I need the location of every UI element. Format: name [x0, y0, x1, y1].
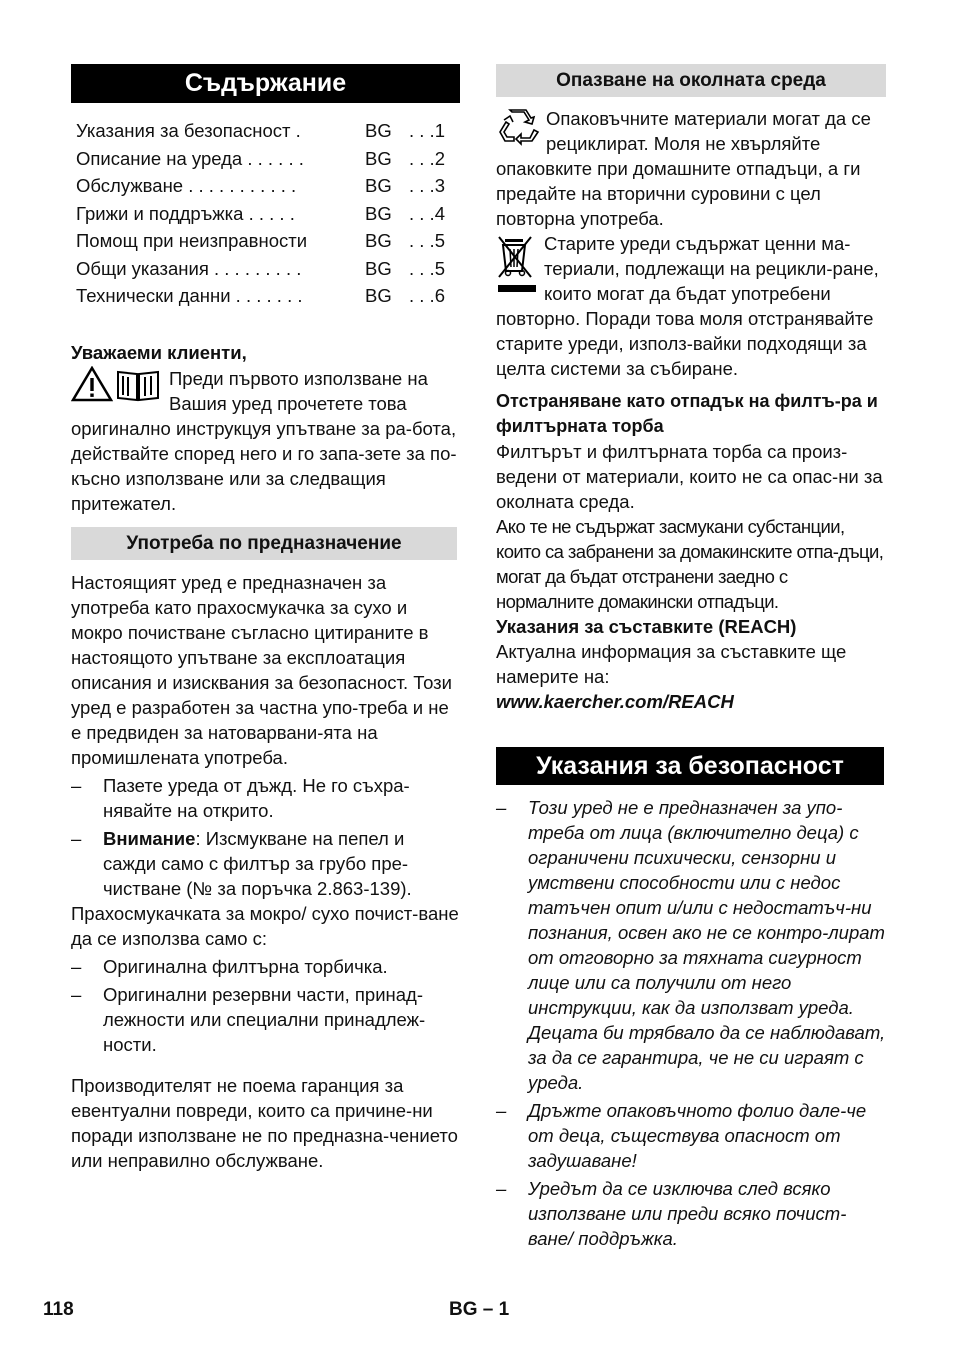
- list-item: – Уредът да се изключва след всяко използване или преди всяко почист-ване/ поддръжка.: [496, 1176, 886, 1251]
- toc-row[interactable]: [76, 145, 460, 173]
- toc-lang: BG: [365, 257, 392, 279]
- filter-paragraph-2: Ако те не съдържат засмукани субстанции, които са забранени за домакинските отпа-дъци, могат да бъдат отстранени заедно с нормалните домакински отпадъци.: [496, 516, 884, 612]
- toc-row[interactable]: [76, 172, 460, 200]
- greeting: Уважаеми клиенти,: [71, 341, 247, 363]
- safety-heading: Указания за безопасност: [496, 747, 884, 785]
- list-item: – Оригинални резервни части, принад-лежности или специални принадлеж-ности.: [71, 982, 460, 1057]
- right-column: [496, 64, 886, 1251]
- toc-lang: BG: [365, 202, 392, 224]
- page-number: 118: [43, 1299, 74, 1320]
- toc-heading: Съдържание: [71, 64, 460, 103]
- toc-page: . . .5: [409, 257, 445, 279]
- toc-lang: BG: [365, 230, 392, 251]
- toc-page: . . .4: [409, 202, 445, 224]
- list-item: – Оригинална филтърна торбичка.: [71, 954, 460, 979]
- toc-title: Технически данни . . . . . . .: [76, 285, 303, 306]
- toc-title: Грижи и поддръжка . . . . .: [76, 202, 295, 224]
- use-list-2: [71, 954, 460, 1057]
- manual-book-icon: [115, 366, 161, 408]
- use-heading: Употреба по предназначение: [71, 527, 457, 560]
- reach-paragraph: Актуална информация за съставките ще намерите на:: [496, 641, 847, 687]
- use-list: [71, 773, 460, 901]
- list-item: – Този уред не е предназначен за упо-треба от лица (включително деца) с ограничени психически, сензорни и умствени способности или с недос татъчен опит и/или с недостатъч-ни познания, освен ако не се контро-лират от отговорно за тяхната сигурност лице или са получили от него инструкции, как да използват уреда. Децата би трябвало да се наблюдават, за да се гарантира, че не си играят с уреда.: [496, 795, 886, 1095]
- toc-row[interactable]: [76, 117, 460, 145]
- list-item-text: Пазете уреда от дъжд. Не го съхра-нявайте на открито.: [103, 774, 410, 821]
- env-block-2: [496, 231, 886, 381]
- intro-text: Преди първото използване на Вашия уред прочетете това оригинално инструкцуя упътване за ра-бота, действайте според него и го запа-зете за по-късно използване или за следващия притежател.: [71, 367, 457, 514]
- env-block-1: [496, 106, 886, 231]
- list-item: – Дръжте опаковъчното фолио дале-че от деца, съществува опасност от задушаване!: [496, 1098, 886, 1173]
- toc-lang: BG: [365, 120, 392, 141]
- left-column: [71, 64, 460, 1173]
- toc-page: . . .2: [409, 147, 445, 169]
- table-of-contents: [76, 117, 460, 310]
- toc-lang: BG: [365, 175, 392, 196]
- recycle-icon: [496, 108, 540, 154]
- use-paragraph-3: Производителят не поема гаранция за евентуални повреди, които са причине-ни поради използване не по предназна-чението или неправилно обслужване.: [71, 1074, 458, 1171]
- safety-list: [496, 795, 886, 1251]
- toc-title: Помощ при неизправности: [76, 230, 308, 251]
- page-code: BG – 1: [449, 1299, 510, 1320]
- use-paragraph-1: Настоящият уред е предназначен за употреба като прахосмукачка за сухо и мокро почистване съгласно цитираните в настоящото упътване за експлоатация описания и изисквания за безопасност. Този уред е разработен за частна упо-треба и не е предвиден за натоварвани-ята на промишлената употреба.: [71, 571, 452, 768]
- intro-block: [71, 366, 460, 516]
- list-item-bold: Внимание: [103, 827, 196, 849]
- toc-title: Обслужване . . . . . . . . . . .: [76, 175, 297, 196]
- env-paragraph-1: Опаковъчните материали могат да се рециклират. Моля не хвърляйте опаковките при домашните отпадъци, а ги предайте на вторични суровини с цел повторна употреба.: [496, 108, 871, 229]
- list-item: [71, 826, 460, 901]
- toc-row[interactable]: [76, 282, 460, 310]
- list-item-text: : Изсмукване на пепел и сажди само с филтър за грубо пре-чистване (№ за поръчка 2.863-139).: [103, 827, 412, 899]
- reach-link[interactable]: www.kaercher.com/REACH: [496, 691, 734, 712]
- env-paragraph-2: Старите уреди съдържат ценни ма-териали, подлежащи на рецикли-ране, които могат да бъдат употребени повторно. Поради това моля отстранявайте старите уреди, използ-вайки подходящи за целта системи за събиране.: [496, 233, 879, 379]
- toc-lang: BG: [365, 147, 392, 169]
- toc-row[interactable]: [76, 227, 460, 255]
- toc-row[interactable]: [76, 200, 460, 228]
- toc-page: . . .5: [409, 230, 445, 251]
- use-paragraph-2: Прахосмукачката за мокро/ сухо почист-ване да се използва само с:: [71, 902, 459, 949]
- toc-page: . . .1: [409, 120, 445, 141]
- toc-title: Общи указания . . . . . . . . .: [76, 257, 302, 279]
- toc-page: . . .3: [409, 175, 445, 196]
- toc-row[interactable]: [76, 255, 460, 283]
- env-heading: Опазване на околната среда: [496, 64, 886, 97]
- toc-lang: BG: [365, 285, 392, 306]
- toc-title: Описание на уреда . . . . . .: [76, 147, 304, 169]
- filter-heading: Отстраняване като отпадък на филтъ-ра и филтърната торба: [496, 391, 878, 436]
- toc-title: Указания за безопасност .: [76, 120, 301, 141]
- reach-heading: Указания за съставките (REACH): [496, 616, 797, 637]
- toc-page: . . .6: [409, 285, 445, 306]
- list-item: [71, 773, 460, 823]
- crossed-bin-icon: [496, 233, 536, 301]
- warning-icon: [71, 366, 113, 408]
- filter-paragraph-1: Филтърът и филтърната торба са произ-ведени от материали, които не са опас-ни за околната среда.: [496, 441, 883, 512]
